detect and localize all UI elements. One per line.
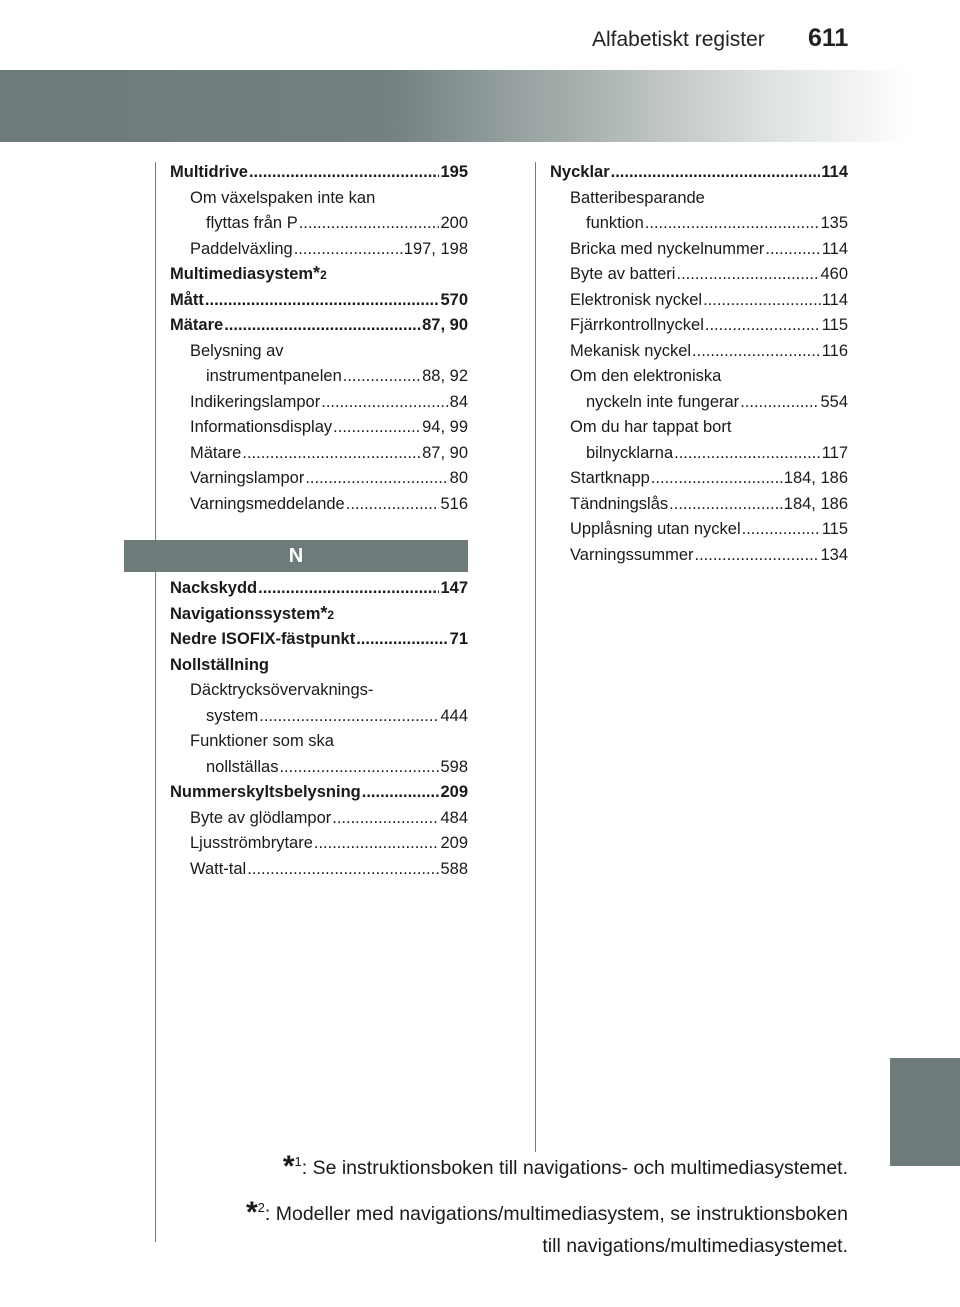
index-entry-page: 554: [820, 392, 848, 411]
index-entry-label: Varningsmeddelande: [190, 494, 345, 513]
index-entry-page: 444: [440, 706, 468, 725]
index-entry: [170, 441, 468, 467]
index-entry-label: instrumentpanelen: [206, 367, 342, 385]
dot-leader: [259, 704, 439, 730]
index-entry: [550, 441, 848, 467]
footnote-reference: [313, 263, 327, 283]
footnote-1-text: : Se instruktionsboken till navigations- och multimediasystemet.: [301, 1157, 848, 1179]
dot-leader: [279, 755, 439, 781]
index-entry-page: 588: [440, 859, 468, 878]
index-entry-label: Startknapp: [570, 469, 650, 487]
index-entry-page: 80: [449, 469, 468, 487]
index-entry-label: Nollställning: [170, 655, 269, 674]
index-entry: [550, 492, 848, 518]
left-column-rule: [155, 162, 156, 1242]
index-entry: [550, 415, 848, 441]
index-entry: [170, 857, 468, 883]
index-entry: [170, 831, 468, 857]
index-entry-page: 460: [820, 265, 848, 283]
index-entry-page: 71: [449, 630, 468, 648]
index-entry: [170, 466, 468, 492]
index-entry: [550, 364, 848, 390]
index-entry-page: 87, 90: [422, 316, 468, 334]
index-entry: [170, 415, 468, 441]
section-letter-bar: N: [124, 540, 468, 572]
index-entry-page: 84: [449, 392, 468, 411]
index-entry-page: 115: [821, 316, 848, 334]
index-entry-label: Mekanisk nyckel: [570, 341, 692, 360]
dot-leader: [651, 466, 783, 492]
index-entry: [170, 678, 468, 704]
dot-leader: [333, 415, 421, 441]
index-entry-label: Byte av batteri: [570, 265, 676, 283]
index-entry-label: Varningssummer: [570, 545, 694, 564]
footnote-2-marker: 2: [257, 1200, 265, 1215]
index-entry-label: nollställas: [206, 757, 279, 776]
index-entry: [550, 237, 848, 263]
index-entry: [170, 237, 468, 263]
index-entry-page: 87, 90: [422, 443, 468, 462]
footnote-2-line1: : Modeller med navigations/multimediasystem, se instruktionsboken: [264, 1203, 848, 1225]
dot-leader: [242, 441, 421, 467]
index-entry-page: 484: [440, 808, 468, 827]
dot-leader: [742, 517, 821, 543]
index-entry-label: Nycklar: [550, 163, 610, 181]
index-entry-page: 117: [821, 443, 848, 462]
index-entry-page: 134: [820, 545, 848, 564]
index-entry-label: Bricka med nyckelnummer: [570, 239, 765, 258]
index-entry: [170, 602, 468, 628]
index-entry-label: Nummerskyltsbelysning: [170, 783, 361, 801]
middle-column-rule: [535, 162, 536, 1152]
dot-leader: [705, 313, 821, 339]
footnote-asterisk-icon: *: [245, 1196, 258, 1229]
index-entry: [550, 517, 848, 543]
dot-leader: [224, 313, 421, 339]
footnote-reference-number: 2: [320, 268, 327, 282]
index-entry-label: Om växelspaken inte kan: [190, 188, 376, 207]
index-entry-page: 200: [440, 214, 468, 232]
index-entry: [170, 780, 468, 806]
index-entry-label: Multimediasystem: [170, 265, 314, 283]
index-entry: [170, 729, 468, 755]
index-entry-label: nyckeln inte fungerar: [586, 392, 740, 411]
footnote-reference: [320, 602, 335, 623]
index-entry: [170, 390, 468, 416]
dot-leader: [258, 576, 439, 602]
index-entry-label: Nedre ISOFIX-fästpunkt: [170, 630, 356, 648]
index-entry-page: 135: [820, 214, 848, 232]
index-entry: [550, 262, 848, 288]
index-entry-label: Nackskydd: [170, 579, 258, 597]
dot-leader: [676, 262, 819, 288]
index-entry: [170, 653, 468, 679]
index-entry: [170, 211, 468, 237]
index-entry-page: 184, 186: [783, 469, 848, 487]
index-entry-label: Fjärrkontrollnyckel: [570, 316, 704, 334]
dot-leader: [611, 160, 821, 186]
index-entry-label: Byte av glödlampor: [190, 808, 332, 827]
index-entry-page: 598: [440, 757, 468, 776]
index-entry-page: 209: [440, 834, 468, 852]
index-entry: [170, 160, 468, 186]
chapter-side-tab: [890, 1058, 960, 1166]
footnote-reference-number: 2: [327, 607, 335, 622]
index-entry-label: Navigationssystem: [170, 604, 321, 623]
index-entry-label: Informationsdisplay: [190, 418, 333, 436]
index-entry: [170, 627, 468, 653]
index-entry-label: Indikeringslampor: [190, 392, 321, 411]
index-entry-page: 516: [440, 494, 468, 513]
index-entry-page: 184, 186: [783, 494, 848, 513]
index-entry: [170, 288, 468, 314]
index-entry: [170, 704, 468, 730]
dot-leader: [765, 237, 820, 263]
index-entry: [170, 492, 468, 518]
footnote-1-marker: 1: [294, 1154, 302, 1169]
dot-leader: [356, 627, 448, 653]
index-entry-page: 570: [440, 290, 468, 309]
index-entry-page: 209: [440, 783, 468, 801]
index-entry-page: 116: [821, 341, 848, 360]
dot-leader: [299, 211, 440, 237]
dot-leader: [692, 339, 821, 365]
index-entry-label: Funktioner som ska: [190, 732, 334, 750]
index-entry-label: Tändningslås: [570, 494, 669, 513]
index-entry-label: bilnycklarna: [586, 443, 674, 462]
dot-leader: [740, 390, 819, 416]
index-entry-page: 114: [821, 163, 848, 181]
dot-leader: [343, 364, 421, 390]
footnote-asterisk-icon: *: [282, 1150, 295, 1183]
dot-leader: [314, 831, 440, 857]
index-entry: [170, 313, 468, 339]
footnote-2-line2: till navigations/multimediasystemet.: [542, 1235, 848, 1257]
dot-leader: [294, 237, 403, 263]
dot-leader: [674, 441, 821, 467]
index-entry: [550, 313, 848, 339]
footnote-asterisk-icon: *: [313, 263, 321, 283]
header-banner: [0, 70, 960, 142]
chapter-title: Alfabetiskt register: [592, 28, 765, 51]
index-entry-label: flyttas från P: [206, 214, 298, 232]
index-entry-label: Batteribesparande: [570, 188, 705, 207]
index-entry: [170, 186, 468, 212]
footnote-asterisk-icon: *: [320, 602, 328, 623]
index-entry: [550, 211, 848, 237]
index-entry: [550, 288, 848, 314]
index-entry-label: Elektronisk nyckel: [570, 290, 703, 309]
index-entry: [550, 160, 848, 186]
footnote-2: [246, 1192, 848, 1262]
dot-leader: [362, 780, 440, 806]
index-entry-page: 195: [440, 163, 468, 181]
dot-leader: [247, 857, 439, 883]
index-entry-page: 114: [821, 239, 848, 258]
dot-leader: [346, 492, 440, 518]
index-entry-label: Watt-tal: [190, 859, 247, 878]
index-entry-label: Paddelväxling: [190, 239, 293, 258]
dot-leader: [694, 543, 819, 569]
index-entry-label: Ljusströmbrytare: [190, 834, 313, 852]
index-entry: [170, 806, 468, 832]
index-entry: [170, 755, 468, 781]
index-entry-label: system: [206, 706, 259, 725]
index-entry: [550, 466, 848, 492]
index-entry-page: 147: [440, 579, 468, 597]
index-entry: [550, 390, 848, 416]
index-entry-label: funktion: [586, 214, 644, 232]
index-entry-label: Om den elektroniska: [570, 367, 722, 385]
index-entry-label: Varningslampor: [190, 469, 305, 487]
index-entry-page: 197, 198: [403, 239, 468, 258]
index-entry: [170, 262, 468, 288]
index-entry-label: Multidrive: [170, 163, 248, 181]
dot-leader: [321, 390, 448, 416]
index-entry-label: Mått: [170, 290, 204, 309]
dot-leader: [249, 160, 440, 186]
dot-leader: [703, 288, 821, 314]
index-entry: [550, 543, 848, 569]
index-entry-label: Däcktrycksövervaknings-: [190, 681, 374, 699]
page-number: 611: [808, 24, 849, 52]
index-entry: [550, 339, 848, 365]
index-entry-page: 88, 92: [422, 367, 468, 385]
index-entry: [170, 339, 468, 365]
index-entry-page: 115: [821, 520, 848, 538]
index-entry-page: 94, 99: [422, 418, 468, 436]
index-column-left-m: [170, 160, 468, 517]
index-column-left-n: [170, 576, 468, 882]
index-entry: [170, 364, 468, 390]
dot-leader: [205, 288, 440, 314]
index-entry-label: Mätare: [170, 316, 224, 334]
dot-leader: [669, 492, 783, 518]
footnote-1: [283, 1150, 848, 1184]
index-column-right: [550, 160, 848, 568]
index-entry-label: Belysning av: [190, 341, 284, 360]
dot-leader: [305, 466, 448, 492]
index-entry-page: 114: [821, 290, 848, 309]
index-entry-label: Mätare: [190, 443, 242, 462]
index-entry: [170, 576, 468, 602]
dot-leader: [645, 211, 820, 237]
index-entry-label: Om du har tappat bort: [570, 418, 732, 436]
dot-leader: [332, 806, 439, 832]
index-entry: [550, 186, 848, 212]
index-entry-label: Upplåsning utan nyckel: [570, 520, 741, 538]
